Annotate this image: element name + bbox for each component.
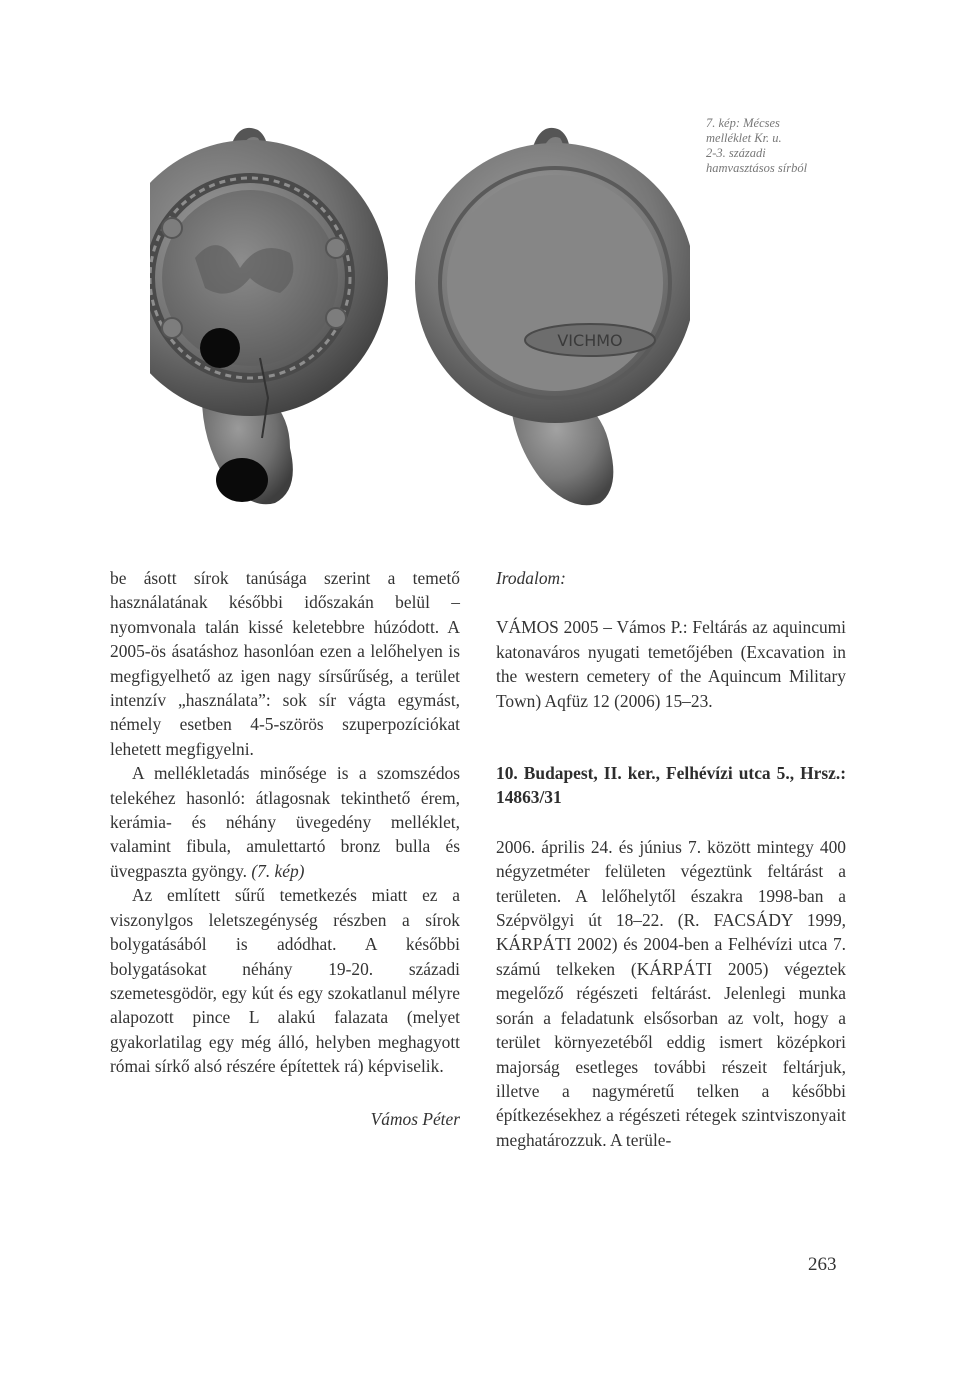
caption-line: hamvasztásos sírból: [706, 161, 808, 175]
paragraph: Az említett sűrű temetkezés miatt ez a viszonylgos leletszegénység részben a sírok bolygatásából is adódhat. A későbbi bolygatásokat néhány 19-20. századi szemetesgödör, egy kút és egy szokatlanul mélyre alapozott pince L alakú falazata (melyet gyakorlatilag egy még álló, helyben meghagyott római sírkő alsó részére építettek rá) képviselik.: [110, 885, 460, 1077]
literature-reference: VÁMOS 2005 – Vámos P.: Feltárás az aquincumi katonaváros nyugati temetőjében (Excavation in the western cemetery of the Aquincum Military Town) Aqfüz 12 (2006) 15–23.: [496, 617, 846, 711]
section-heading: 10. Budapest, II. ker., Felhévízi utca 5., Hrsz.: 14863/31: [496, 763, 846, 808]
oil-lamp-left: [150, 128, 388, 504]
stamp-text: VICHMO: [557, 331, 623, 350]
figure-caption: [706, 116, 856, 176]
author-signature: Vámos Péter: [370, 1108, 460, 1129]
oil-lamps-photo: [150, 118, 690, 558]
right-column: [496, 566, 846, 1152]
paragraph: 2006. április 24. és június 7. között mintegy 400 négyzetméter felületen végeztünk feltárást a területen. A lelőhelytől északra 1998-ban a Szépvölgyi út 18–22. (R. FACSÁDY 1999, KÁRPÁTI 2002) és 2004-ben a Felhévízi utca 7. számú telkeken (KÁRPÁTI 2005) végeztek megelőző régészeti feltárást. Jelenlegi munka során a feladatunk elsősorban az volt, hogy a terület környezetéből eddig ismert középkori majorság esetleges további részeit feltárjuk, illetve a nagyméretű telken a későbbi építkezésekhez a régészeti rétegek szintviszonyait meghatározzuk. A terüle-: [496, 836, 846, 1150]
caption-line: 2-3. századi: [706, 146, 766, 160]
literature-heading: Irodalom:: [496, 568, 566, 588]
caption-line: melléklet Kr. u.: [706, 131, 782, 145]
paragraph-text: A mellékletadás minősége is a szomszédos telekéhez hasonló: átlagosnak tekinthető érem, kerámia- és néhány üvegedény melléklet, valamint fibula, amulettartó bronz bulla és üvegpaszta gyöngy.: [110, 763, 460, 881]
figure-reference: (7. kép): [251, 860, 305, 881]
paragraph: [110, 761, 460, 883]
caption-line: 7. kép: Mécses: [706, 116, 780, 130]
left-column: [110, 566, 460, 1131]
oil-lamp-right: [415, 128, 690, 505]
page-number: 263: [808, 1254, 837, 1275]
paragraph: be ásott sírok tanúsága szerint a temető használatának későbbi időszakán belül – nyomvonala talán kissé keletebbre húzódott. A 2005-ös ásatáshoz hasonlóan ezen a lelőhelyen is megfigyelhető az igen nagy sírsűrűség, a terület intenzív „használata”: sok sír vágta egymást, némely esetben 4-5-szörös szuperpozíciókat lehetett megfigyelni.: [110, 568, 460, 759]
